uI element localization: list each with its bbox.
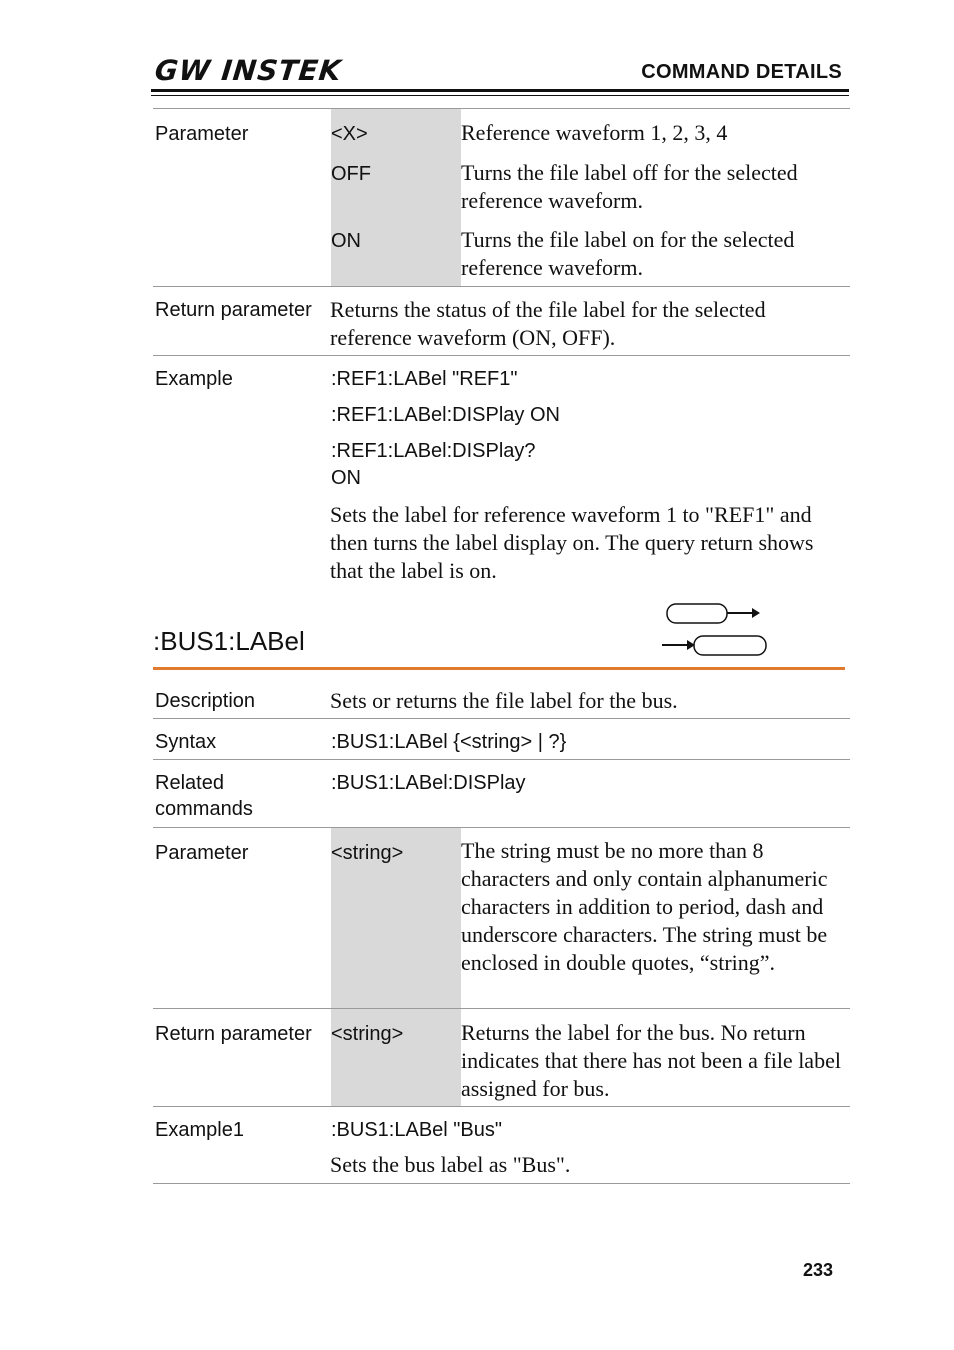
section-title: COMMAND DETAILS [641,61,842,83]
syntax-label: Syntax [155,731,217,753]
example-row [153,356,850,591]
example-line: :REF1:LABel:DISPlay? [331,440,536,462]
example-desc: Sets the label for reference waveform 1 to "REF1" and then turns the label display on. The query return shows that the label is on. [330,502,814,583]
return-row [153,1009,850,1107]
parameter-label: Parameter [155,842,249,864]
example-line: :REF1:LABel:DISPlay ON [331,404,560,426]
heading-underline [153,667,845,670]
parameter-row [153,109,850,287]
param-name: <X> [331,123,368,145]
description-row [153,678,850,719]
related-row [153,760,850,828]
param-name: ON [331,230,361,252]
page-number: 233 [802,1260,833,1280]
header-rule [151,89,849,92]
return-row [153,287,850,356]
return-label: Return parameter [155,1023,312,1045]
related-command: :BUS1:LABel:DISPlay [331,772,526,794]
command-heading: :BUS1:LABel [153,626,305,656]
gwinstek-logo: GW INSTEK [153,54,344,87]
param-name: OFF [331,163,371,185]
example-label: Example [155,368,233,390]
related-label-line: Related [155,772,224,794]
example-label: Example1 [155,1119,244,1141]
param-desc: Turns the file label on for the selected reference waveform. [461,227,795,280]
syntax-row [153,719,850,760]
param-desc: The string must be no more than 8 characters and only contain alphanumeric characters in addition to period, dash and underscore characters. The string must be enclosed in double quotes, “string”. [461,838,828,975]
syntax-text: :BUS1:LABel {<string> | ?} [331,731,567,753]
ref-label-table [153,109,850,591]
description-text: Sets or returns the file label for the bus. [330,688,678,713]
parameter-label: Parameter [155,123,249,145]
set-arrow-head [752,608,760,618]
example-row [153,1107,850,1184]
return-label: Return parameter [155,299,312,321]
example-line: ON [331,467,361,489]
example-command: :BUS1:LABel "Bus" [331,1119,502,1141]
set-capsule [667,604,727,623]
example-line: :REF1:LABel "REF1" [331,368,518,390]
return-desc: Returns the label for the bus. No return indicates that there has not been a file label assigned for bus. [461,1020,841,1101]
param-desc: Turns the file label off for the selected reference waveform. [461,160,798,213]
related-label [155,770,325,822]
query-capsule [694,636,766,655]
related-label-line: commands [155,798,253,820]
example-desc: Sets the bus label as "Bus". [330,1152,571,1177]
header-rule-thin [151,95,849,96]
param-name: <string> [331,842,404,864]
return-desc: Returns the status of the file label for the selected reference waveform (ON, OFF). [330,297,766,350]
description-label: Description [155,690,256,712]
param-desc: Reference waveform 1, 2, 3, 4 [461,120,728,145]
parameter-row [153,828,850,1009]
set-query-icon [660,600,770,660]
bus-label-table [153,678,850,1184]
return-name: <string> [331,1023,404,1045]
